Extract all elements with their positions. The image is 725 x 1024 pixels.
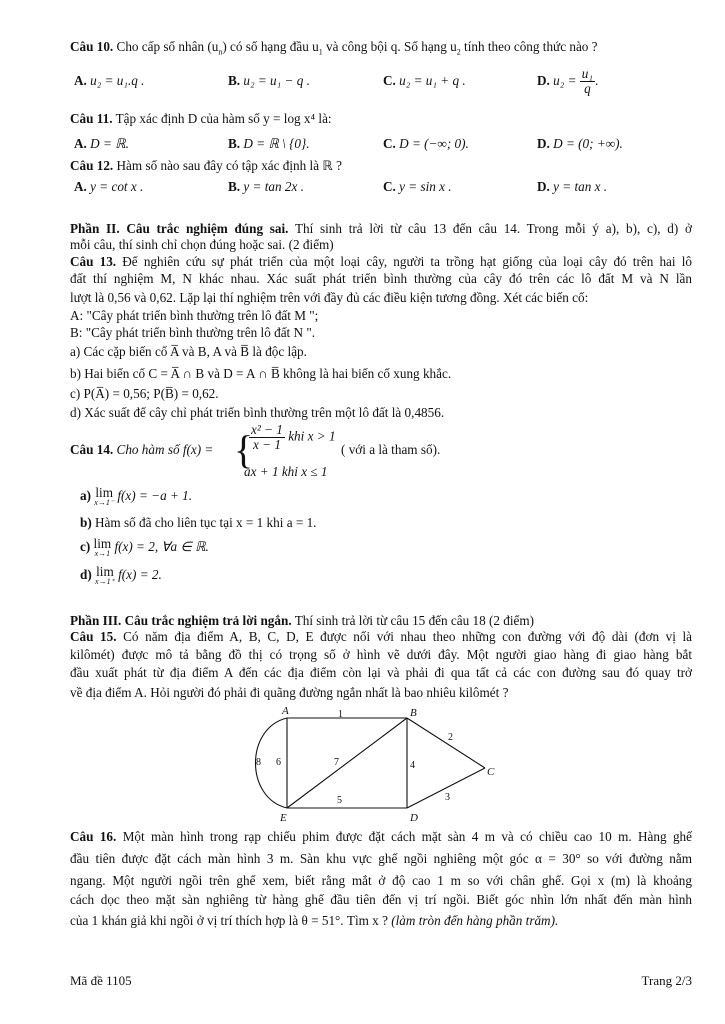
exam-code: Mã đề 1105 bbox=[70, 973, 132, 988]
q10-option-b[interactable]: B. u₂ = u₁ − q . bbox=[228, 73, 310, 88]
q10-stem: Câu 10. Cho cấp số nhân $(u_n)$ có số hạng đầu $u_1$ và công bội q. Số hạng $u_2$ tính theo công thức nào ? bbox=[70, 39, 598, 57]
node-a-label: A bbox=[282, 705, 289, 717]
edge-bc bbox=[407, 718, 485, 768]
q14-statement-d[interactable]: d) lim x→1⁺ f(x) = 2. bbox=[80, 564, 162, 586]
q13-statement-d[interactable]: d) Xác suất để cây chỉ phát triển bình thường trên một lô đất là 0,4856. bbox=[70, 405, 445, 420]
q16-line1: Câu 16. Một màn hình trong rạp chiếu phim được đặt cách mặt sàn 4 m và có chiều cao 10 m. Hàng ghế bbox=[70, 829, 693, 844]
node-e-label: E bbox=[280, 812, 287, 824]
q15-line3: đầu xuất phát từ địa điểm A đến các địa điểm còn lại và phải đi qua tất cả các con đường sau đó quay trở bbox=[70, 665, 692, 680]
q14-statement-c[interactable]: c) lim x→1 f(x) = 2, ∀a ∈ ℝ. bbox=[80, 536, 209, 558]
q13-line5: B: "Cây phát triển bình thường trên lô đất N ". bbox=[70, 325, 316, 340]
part2-heading-line2: mỗi câu, thí sinh chỉ chọn đúng hoặc sai. (2 điểm) bbox=[70, 237, 334, 252]
q16-line5: của 1 khán giả khi ngồi ở vị trí thích hợp là θ = 51°. Tìm x ? (làm tròn đến hàng phần trăm). bbox=[70, 913, 559, 928]
q13-line4: A: "Cây phát triển bình thường trên lô đất M "; bbox=[70, 308, 319, 323]
page-number: Trang 2/3 bbox=[641, 973, 692, 988]
q11-option-a[interactable]: A. D = ℝ. bbox=[74, 136, 129, 151]
q14-stem: Câu 14. Cho hàm số f(x) = bbox=[70, 442, 214, 457]
q10-option-c[interactable]: C. u₂ = u₁ + q . bbox=[383, 73, 466, 88]
weight-ab: 1 bbox=[338, 709, 343, 720]
node-d-label: D bbox=[410, 812, 418, 824]
q14-case1: $\frac{\text{x² − 1}}{x - 1}$ khi x > 1 bbox=[251, 422, 336, 452]
part3-heading: Phần III. Câu trắc nghiệm trả lời ngắn. Thí sinh trả lời từ câu 15 đến câu 18 (2 điểm) bbox=[70, 613, 535, 628]
q16-line4: cách dọc theo mặt sàn nghiêng từ hàng ghế đầu tiên đến vị trí ngồi. Biết góc nhìn lớn nhất đến màn hình bbox=[70, 892, 692, 907]
q14-param-note: ( với a là tham số). bbox=[341, 442, 441, 457]
q12-option-d[interactable]: D. y = tan x . bbox=[537, 179, 608, 194]
weight-bc: 2 bbox=[448, 732, 453, 743]
node-c-label: C bbox=[487, 766, 495, 778]
weight-ed: 5 bbox=[337, 795, 342, 806]
q13-line3: lượt là 0,56 và 0,62. Lặp lại thí nghiệm trên với đầy đủ các điều kiện tương đồng. Xét các biến cố: bbox=[70, 290, 589, 305]
q13-line2: đất thí nghiệm M, N khác nhau. Xác suất phát triển bình thường của cây đó trên các lô đất M và N lần bbox=[70, 271, 692, 286]
q15-line4: về địa điểm A. Hỏi người đó phải đi quãng đường ngắn nhất là bao nhiêu kilômét ? bbox=[70, 685, 509, 700]
q10-option-a[interactable]: A. u₂ = u₁.q . bbox=[74, 73, 145, 88]
q13-statement-c[interactable]: c) P(A̅) = 0,56; P(B̅) = 0,62. bbox=[70, 386, 219, 401]
weight-cd: 3 bbox=[445, 792, 450, 803]
q14-statement-b[interactable]: b) Hàm số đã cho liên tục tại x = 1 khi a = 1. bbox=[80, 515, 317, 530]
q13-statement-a[interactable]: a) Các cặp biến cố A̅ và B, A và B̅ là độc lập. bbox=[70, 344, 307, 359]
q14-statement-a[interactable]: a) lim x→1⁻ f(x) = −a + 1. bbox=[80, 485, 193, 507]
q11-option-c[interactable]: C. D = (−∞; 0). bbox=[383, 136, 469, 151]
weighted-graph bbox=[240, 703, 510, 828]
q14-case2: ax + 1 khi x ≤ 1 bbox=[244, 464, 328, 479]
q11-stem: Câu 11. Tập xác định D của hàm số y = log x⁴ là: bbox=[70, 111, 332, 126]
weight-ae-arc: 8 bbox=[256, 757, 261, 768]
edge-eb bbox=[287, 718, 407, 808]
q15-line1: Câu 15. Có năm địa điểm A, B, C, D, E được nối với nhau theo những con đường với độ dài (đơn vị là bbox=[70, 629, 693, 644]
weight-ae-line: 6 bbox=[276, 757, 281, 768]
q14-brace: { bbox=[234, 427, 254, 472]
q12-option-b[interactable]: B. y = tan 2x . bbox=[228, 179, 304, 194]
q10-d-fraction: $\frac{\text{u₁}}{q}$ bbox=[581, 66, 593, 97]
q16-line2: đầu tiên được đặt cách màn hình 3 m. Sàn khu vực ghế ngồi nghiêng một góc α = 30° so với đường nằm bbox=[70, 851, 692, 866]
q15-line2: kilômét) được mô tả bằng đồ thị có trọng số ở hình vẽ dưới đây. Một người giao hàng đi giao hàng bắt bbox=[70, 647, 692, 662]
weight-eb: 7 bbox=[334, 757, 339, 768]
part2-heading-line1: Phần II. Câu trắc nghiệm đúng sai. Thí sinh trả lời từ câu 13 đến câu 14. Trong mỗi ý a), b), c), d) ở bbox=[70, 221, 692, 236]
q11-option-d[interactable]: D. D = (0; +∞). bbox=[537, 136, 623, 151]
q12-option-a[interactable]: A. y = cot x . bbox=[74, 179, 144, 194]
q11-option-b[interactable]: B. D = ℝ \ {0}. bbox=[228, 136, 310, 151]
q16-line3: ngang. Một người ngồi trên ghế xem, biết rằng mắt ở độ cao 1 m so với chân ghế. Gọi x (m) là khoảng bbox=[70, 873, 692, 888]
node-b-label: B bbox=[410, 707, 417, 719]
q10-option-d[interactable]: D. u₂ = $\frac{\text{u₁}}{q}$ . bbox=[537, 66, 599, 97]
weight-bd: 4 bbox=[410, 760, 415, 771]
q12-option-c[interactable]: C. y = sin x . bbox=[383, 179, 452, 194]
q13-line1: Câu 13. Để nghiên cứu sự phát triển của một loại cây, người ta trồng hạt giống của loại cây đó trên hai lô bbox=[70, 254, 693, 269]
q13-statement-b[interactable]: b) Hai biến cố C = A̅ ∩ B và D = A ∩ B̅ không là hai biến cố xung khắc. bbox=[70, 366, 452, 381]
q12-stem: Câu 12. Hàm số nào sau đây có tập xác định là ℝ ? bbox=[70, 158, 342, 173]
